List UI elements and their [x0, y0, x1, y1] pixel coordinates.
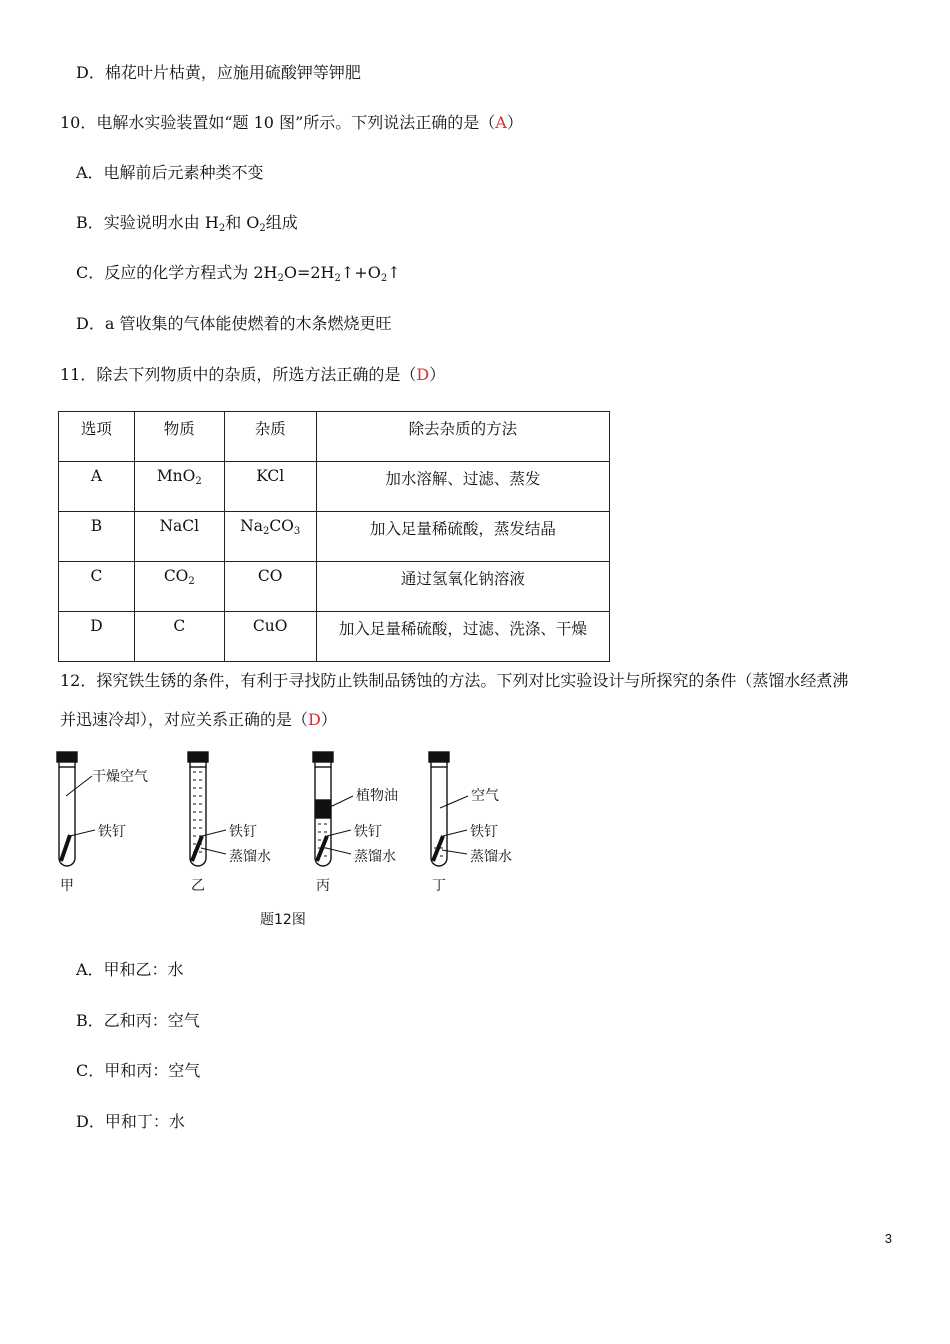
label-water: 蒸馏水	[229, 849, 271, 865]
q11-stem: 11．除去下列物质中的杂质，所选方法正确的是（D）	[60, 365, 446, 384]
table-header: 杂质	[224, 412, 316, 462]
label-water: 蒸馏水	[354, 849, 396, 865]
q9-option-d: D．棉花叶片枯黄，应施用硫酸钾等钾肥	[76, 63, 361, 82]
q12-option-d: D．甲和丁：水	[76, 1112, 185, 1131]
label-nail: 铁钉	[229, 824, 257, 840]
q11-answer: D	[416, 365, 430, 384]
q10-option-c: C．反应的化学方程式为 $2H_2O=2H_2↑+O_2↑$	[76, 263, 401, 284]
table-row: A MnO$_2$ KCl 加水溶解、过滤、蒸发	[59, 462, 610, 512]
q10-stem: 10．电解水实验装置如“题 10 图”所示。下列说法正确的是（A）	[60, 113, 523, 132]
tube-yi	[188, 752, 226, 866]
q12-option-a: A．甲和乙：水	[76, 960, 184, 979]
label-nail: 铁钉	[470, 824, 498, 840]
q12-answer: D	[308, 710, 321, 729]
q12-stem-line2: 并迅速冷却），对应关系正确的是（D）	[60, 710, 337, 729]
label-air: 空气	[471, 788, 499, 804]
label-water: 蒸馏水	[470, 849, 512, 865]
label-yi: 乙	[191, 878, 205, 894]
q11-table	[58, 411, 610, 662]
q10-answer: A	[495, 113, 507, 132]
q10-option-a: A．电解前后元素种类不变	[76, 163, 264, 182]
table-row: D C CuO 加入足量稀硫酸，过滤、洗涤、干燥	[59, 612, 610, 662]
q12-option-c: C．甲和丙：空气	[76, 1061, 201, 1080]
label-ding: 丁	[432, 878, 446, 894]
page-number: 3	[884, 1231, 892, 1246]
table-row: C $CO_2$ CO 通过氢氧化钠溶液	[59, 562, 610, 612]
label-nail: 铁钉	[98, 824, 126, 840]
label-oil: 植物油	[356, 788, 398, 804]
label-nail: 铁钉	[354, 824, 382, 840]
q12-stem-line1: 12．探究铁生锈的条件，有利于寻找防止铁制品锈蚀的方法。下列对比实验设计与所探究的条件（蒸馏水经煮沸	[60, 671, 849, 690]
q10-option-b: B．实验说明水由 $H_2$和 $O_2$组成	[76, 213, 298, 234]
q12-figure	[40, 748, 560, 938]
figure-caption: 题12图	[260, 912, 306, 928]
table-row: B NaCl $Na_2CO_3$ 加入足量稀硫酸，蒸发结晶	[59, 512, 610, 562]
label-jia: 甲	[60, 878, 74, 894]
q10-option-d: D．a 管收集的气体能使燃着的木条燃烧更旺	[76, 314, 392, 333]
q12-option-b: B．乙和丙：空气	[76, 1011, 200, 1030]
tube-ding	[429, 752, 468, 866]
label-bing: 丙	[316, 878, 330, 894]
label-dry-air: 干燥空气	[92, 769, 148, 785]
table-header-row	[59, 412, 610, 462]
table-header: 除去杂质的方法	[316, 412, 609, 462]
table-header: 选项	[59, 412, 135, 462]
tube-jia	[57, 752, 95, 866]
tube-bing	[313, 752, 353, 866]
table-header: 物质	[134, 412, 224, 462]
